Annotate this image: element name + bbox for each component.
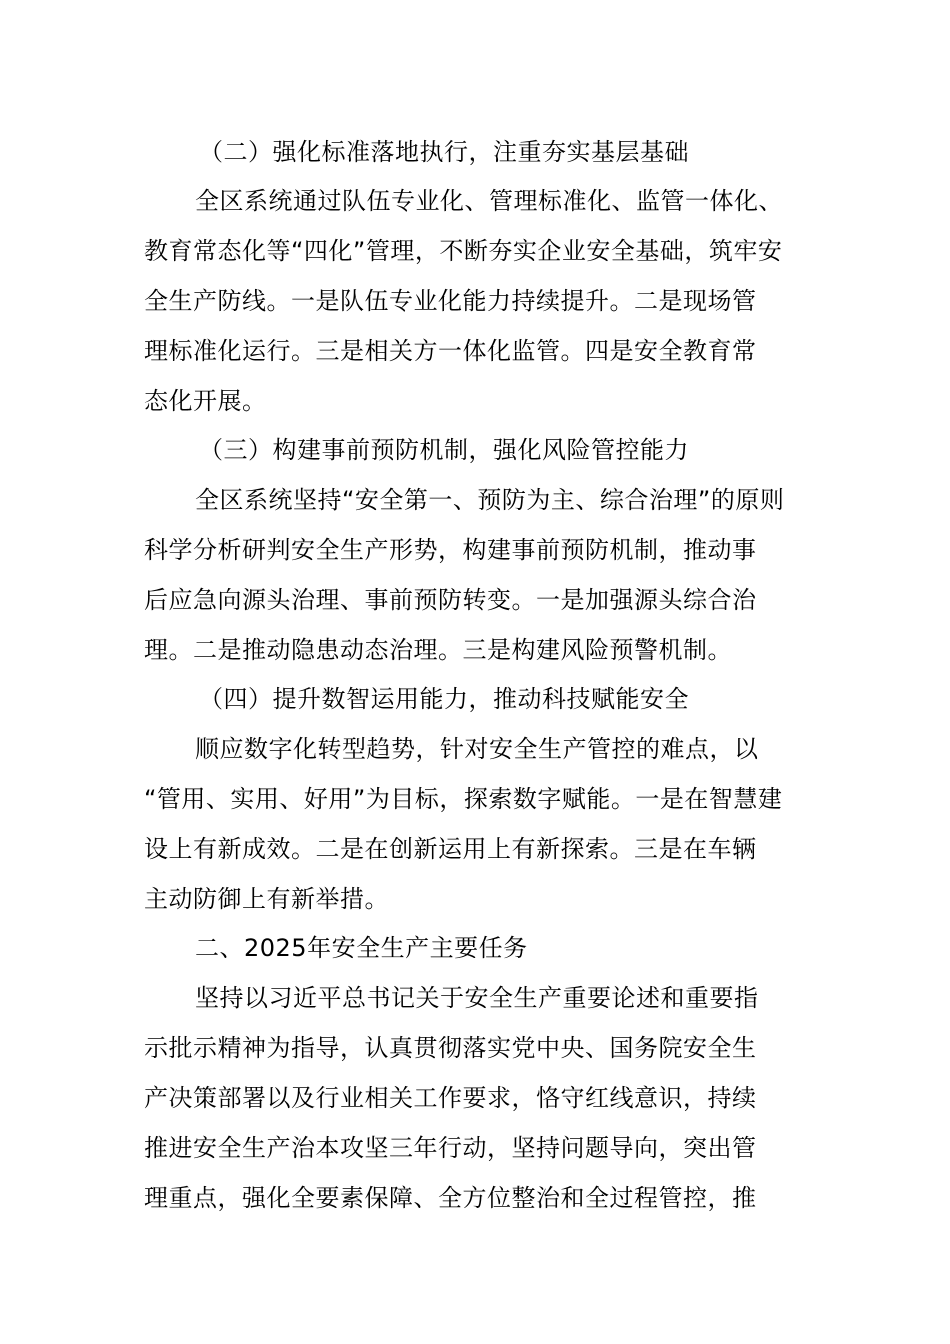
paragraph-line: 主动防御上有新举措。 bbox=[144, 885, 389, 913]
paragraph-line: 理标准化运行。三是相关方一体化监管。四是安全教育常 bbox=[144, 337, 757, 365]
paragraph-line: 教育常态化等“四化”管理，不断夯实企业安全基础，筑牢安 bbox=[144, 237, 783, 265]
paragraph-line: 产决策部署以及行业相关工作要求，恪守红线意识，持续 bbox=[144, 1084, 757, 1112]
paragraph-line: 全区系统坚持“安全第一、预防为主、综合治理”的原则 bbox=[195, 486, 785, 514]
section-heading-4: （四）提升数智运用能力，推动科技赋能安全 bbox=[199, 685, 689, 713]
paragraph-line: 理重点，强化全要素保障、全方位整治和全过程管控，推 bbox=[144, 1184, 757, 1212]
paragraph-line: 全区系统通过队伍专业化、管理标准化、监管一体化、 bbox=[195, 187, 783, 215]
paragraph-line: 示批示精神为指导，认真贯彻落实党中央、国务院安全生 bbox=[144, 1034, 757, 1062]
paragraph-line: 科学分析研判安全生产形势，构建事前预防机制，推动事 bbox=[144, 536, 757, 564]
section-heading-2: （二）强化标准落地执行，注重夯实基层基础 bbox=[199, 138, 689, 166]
paragraph-line: 推进安全生产治本攻坚三年行动，坚持问题导向，突出管 bbox=[144, 1134, 757, 1162]
paragraph-line: 后应急向源头治理、事前预防转变。一是加强源头综合治 bbox=[144, 586, 757, 614]
paragraph-line: 理。二是推动隐患动态治理。三是构建风险预警机制。 bbox=[144, 636, 732, 664]
section-heading-3: （三）构建事前预防机制，强化风险管控能力 bbox=[199, 436, 689, 464]
paragraph-line: 坚持以习近平总书记关于安全生产重要论述和重要指 bbox=[195, 984, 759, 1012]
paragraph-line: 全生产防线。一是队伍专业化能力持续提升。二是现场管 bbox=[144, 287, 757, 315]
paragraph-line: 设上有新成效。二是在创新运用上有新探索。三是在车辆 bbox=[144, 835, 757, 863]
paragraph-line: 态化开展。 bbox=[144, 387, 267, 415]
paragraph-line: “管用、实用、好用”为目标，探索数字赋能。一是在智慧建 bbox=[144, 785, 783, 813]
paragraph-line: 顺应数字化转型趋势，针对安全生产管控的难点，以 bbox=[195, 735, 759, 763]
chapter-heading-2025: 二、2025年安全生产主要任务 bbox=[195, 934, 528, 962]
